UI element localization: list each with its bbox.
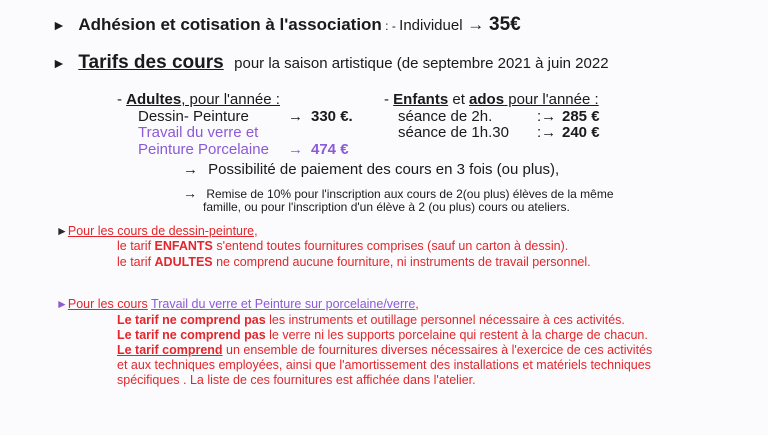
painting-kids-line: le tarif ENFANTS s'entend toutes fournitures comprises (sauf un carton à dessin). (117, 239, 569, 253)
painting-adults-line: le tarif ADULTES ne comprend aucune fourniture, ni instruments de travail personnel. (117, 255, 591, 269)
membership-price: 35€ (489, 14, 521, 35)
glass-header: ►Pour les cours Travail du verre et Peinture sur porcelaine/verre, (56, 297, 419, 311)
arrow-icon: → (183, 161, 198, 178)
arrow-icon: :→ (537, 108, 557, 125)
membership-type: Individuel (399, 17, 463, 34)
painting-header: ►Pour les cours de dessin-peinture, (56, 224, 258, 238)
payment-discount-cont: famille, ou pour l'inscription d'un élève à 2 (ou plus) cours ou ateliers. (203, 200, 570, 214)
membership-title: Adhésion et cotisation à l'association (78, 15, 382, 34)
arrow-icon: → (288, 108, 303, 125)
kids-label: Enfants (393, 91, 449, 108)
adults-painting-name: Dessin- Peinture (138, 108, 249, 125)
glass-line-3: Le tarif comprend un ensemble de fournitures diverses nécessaires à l'exercice de ces activités (117, 343, 653, 357)
teens-label: ados (469, 91, 505, 108)
course-tariffs-title: Tarifs des cours (78, 52, 224, 73)
payment-discount: → Remise de 10% pour l'inscription aux cours de 2(ou plus) élèves de la même (183, 185, 614, 201)
adults-label: Adultes (126, 91, 182, 108)
kids-1h30-name: séance de 1h.30 (398, 124, 509, 141)
kids-2h-price: 285 € (562, 108, 600, 125)
kids-2h-name: séance de 2h. (398, 108, 493, 125)
kids-heading: - Enfants et ados pour l'année : (384, 91, 599, 108)
membership-sep: : - (381, 19, 400, 33)
arrow-icon: → (288, 141, 303, 158)
bullet-icon: ► (52, 55, 66, 71)
bullet-icon: ► (56, 297, 68, 311)
adults-porcelain-price: 474 € (311, 141, 349, 158)
adults-painting-price: 330 €. (311, 108, 353, 125)
glass-line-5: spécifiques . La liste de ces fournitures est affichée dans l'atelier. (117, 373, 476, 387)
arrow-icon: :→ (537, 124, 557, 141)
kids-1h30-price: 240 € (562, 124, 600, 141)
adults-porcelain-name: Peinture Porcelaine (138, 141, 269, 158)
bullet-icon: ► (52, 17, 66, 33)
adults-glass-name: Travail du verre et (138, 124, 259, 141)
payment-installments: → Possibilité de paiement des cours en 3 fois (ou plus), (183, 161, 560, 178)
adults-heading: - Adultes, pour l'année : (117, 91, 280, 108)
membership-line (52, 14, 521, 36)
arrow-icon: → (183, 185, 197, 201)
arrow-icon: → (462, 15, 489, 34)
season-subtitle: pour la saison artistique (de septembre 2021 à juin 2022 (234, 55, 609, 72)
glass-line-2: Le tarif ne comprend pas le verre ni les supports porcelaine qui restent à la charge de chacun. (117, 328, 648, 342)
glass-line-4: et aux techniques employées, ainsi que l'amortissement des installations et matériels techniques (117, 358, 651, 372)
glass-line-1: Le tarif ne comprend pas les instruments et outillage personnel nécessaire à ces activités. (117, 313, 625, 327)
course-tariffs-line (52, 52, 609, 74)
bullet-icon: ► (56, 224, 68, 238)
